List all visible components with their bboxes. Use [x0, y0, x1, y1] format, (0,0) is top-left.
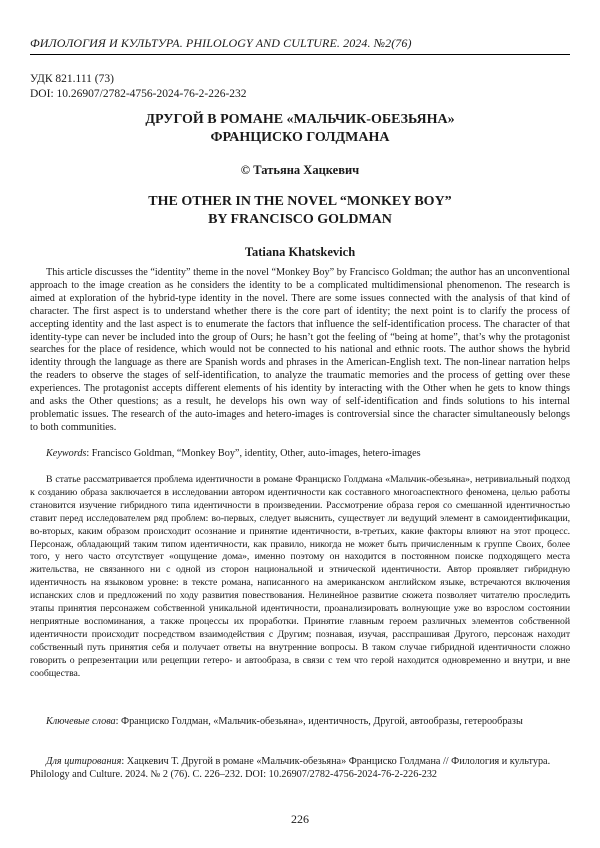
title-en-line-2: BY FRANCISCO GOLDMAN [208, 212, 392, 227]
header-rule [30, 54, 570, 55]
title-ru-line-2: ФРАНЦИСКО ГОЛДМАНА [210, 130, 390, 145]
keywords-en-text: : Francisco Goldman, “Monkey Boy”, identity, Other, auto-images, hetero-images [86, 448, 421, 459]
keywords-ru-text: : Франциско Голдман, «Мальчик-обезьяна», идентичность, Другой, автообразы, гетерообразы [115, 716, 523, 727]
title-en [30, 193, 570, 229]
doi: DOI: 10.26907/2782-4756-2024-76-2-226-232 [30, 88, 247, 100]
udc-code: УДК 821.111 (73) [30, 73, 114, 85]
keywords-ru [30, 716, 570, 729]
title-ru-line-1: ДРУГОЙ В РОМАНЕ «МАЛЬЧИК-ОБЕЗЬЯНА» [145, 112, 455, 127]
abstract-ru: В статье рассматривается проблема идентичности в романе Франциско Голдмана «Мальчик-обезьяна», нетривиальный подход к созданию образа заключается в исследовании автором идентичности как составного многоаспектного феномена, целью работы становится изучение гибридного типа идентичности в произведении. Рассмотрение образа героя со смешанной идентичностью ставит перед исследователем ряд проблем: во-первых, следует выяснить, существует ли ведущий элемент в самоидентификации, во-вторых, каким образом происходит осознание и принятие идентичности, в-третьих, какие факторы влияют на этот процесс. Персонаж, обладающий таким типом идентичности, как правило, никогда не может быть причисленным к группе Своих, более того, у него часто отсутствует «ощущение дома», именно поэтому он находится в постоянном поиске подходящего места жительства, не связанного ни с одной из сторон национальной и этнической идентичности. Автор проявляет гибридную идентичность на языковом уровне: в тексте романа, написанного на американском английском языке, встречаются включения испанских слов и предложений по ходу развития повествования. Нелинейное развитие сюжета позволяет читателю проследить этапы принятия персонажем собственной уникальной идентичности, проанализировать волнующие уже во взрослом состоянии неприятные воспоминания, а также процессы их проработки. Принятие главным героем различных элементов собственной идентичности происходит посредством взаимодействия с Другим; познавая, изучая, расспрашивая Другого, персонаж находит собственный путь принятия себя и получает ответы на внутренние вопросы. В таком случае гибридной идентичности сложно говорить о репрезентации или рецепции гетеро- и автообраза, в связи с тем что герой находится одновременно и внутри, и вне сообщества. [30, 474, 570, 679]
article-meta [30, 72, 570, 102]
author-en: Tatiana Khatskevich [244, 245, 356, 259]
keywords-ru-label: Ключевые слова [46, 716, 116, 727]
keywords-en-label: Keywords [46, 448, 87, 459]
keywords-en [30, 448, 570, 461]
author-ru: © Татьяна Хацкевич [240, 163, 360, 177]
citation [30, 756, 570, 782]
running-head: ФИЛОЛОГИЯ И КУЛЬТУРА. PHILOLOGY AND CULTURE. 2024. №2(76) [30, 36, 412, 50]
title-ru [30, 111, 570, 147]
abstract-en: This article discusses the “identity” theme in the novel “Monkey Boy” by Francisco Goldman; the author has an unconventional approach to the image creation as he considers the identity to be a complicated multidimensional phenomenon. The research is aimed at exploration of the hybrid-type identity in the novel. There are some issues connected with the analysis of that kind of character. The first aspect is to understand whether there is the core part of identity; the next point is to clarify the process of accepting identity and the last aspect is to enumerate the factors that influence the self-identification process. The character of that identity-type can never be included into the group of Ours; he hasn’t got the feeling of “being at home”, that’s why the protagonist searches for the place of residence, which would not be connected to his national and ethnic roots. The author shows the hybrid identity through the language as there are Spanish words and phrases in the American-English text. The non-linear narration helps the readers to observe the stages of self-identification, to analyze the traumatic memories and the process of getting over these experiences. The protagonist accepts different elements of his identity by interacting with the Other when he gets to know things and asks the Other questions; as a result, he develops his own way of self-identification and finds solutions to his internal problematic issues. The research of the auto-images and hetero-images is controversial since the character simultaneously belongs to both communities. [30, 267, 570, 433]
citation-text: : Хацкевич Т. Другой в романе «Мальчик-обезьяна» Франциско Голдмана // Филология и культура. Philology and Culture. 2024. № 2 (76). С. 226–232. DOI: 10.26907/2782-4756-2024-76-2-226-232 [30, 756, 551, 780]
citation-label: Для цитирования [46, 756, 122, 767]
title-en-line-1: THE OTHER IN THE NOVEL “MONKEY BOY” [148, 194, 452, 209]
page-number: 226 [291, 812, 309, 826]
